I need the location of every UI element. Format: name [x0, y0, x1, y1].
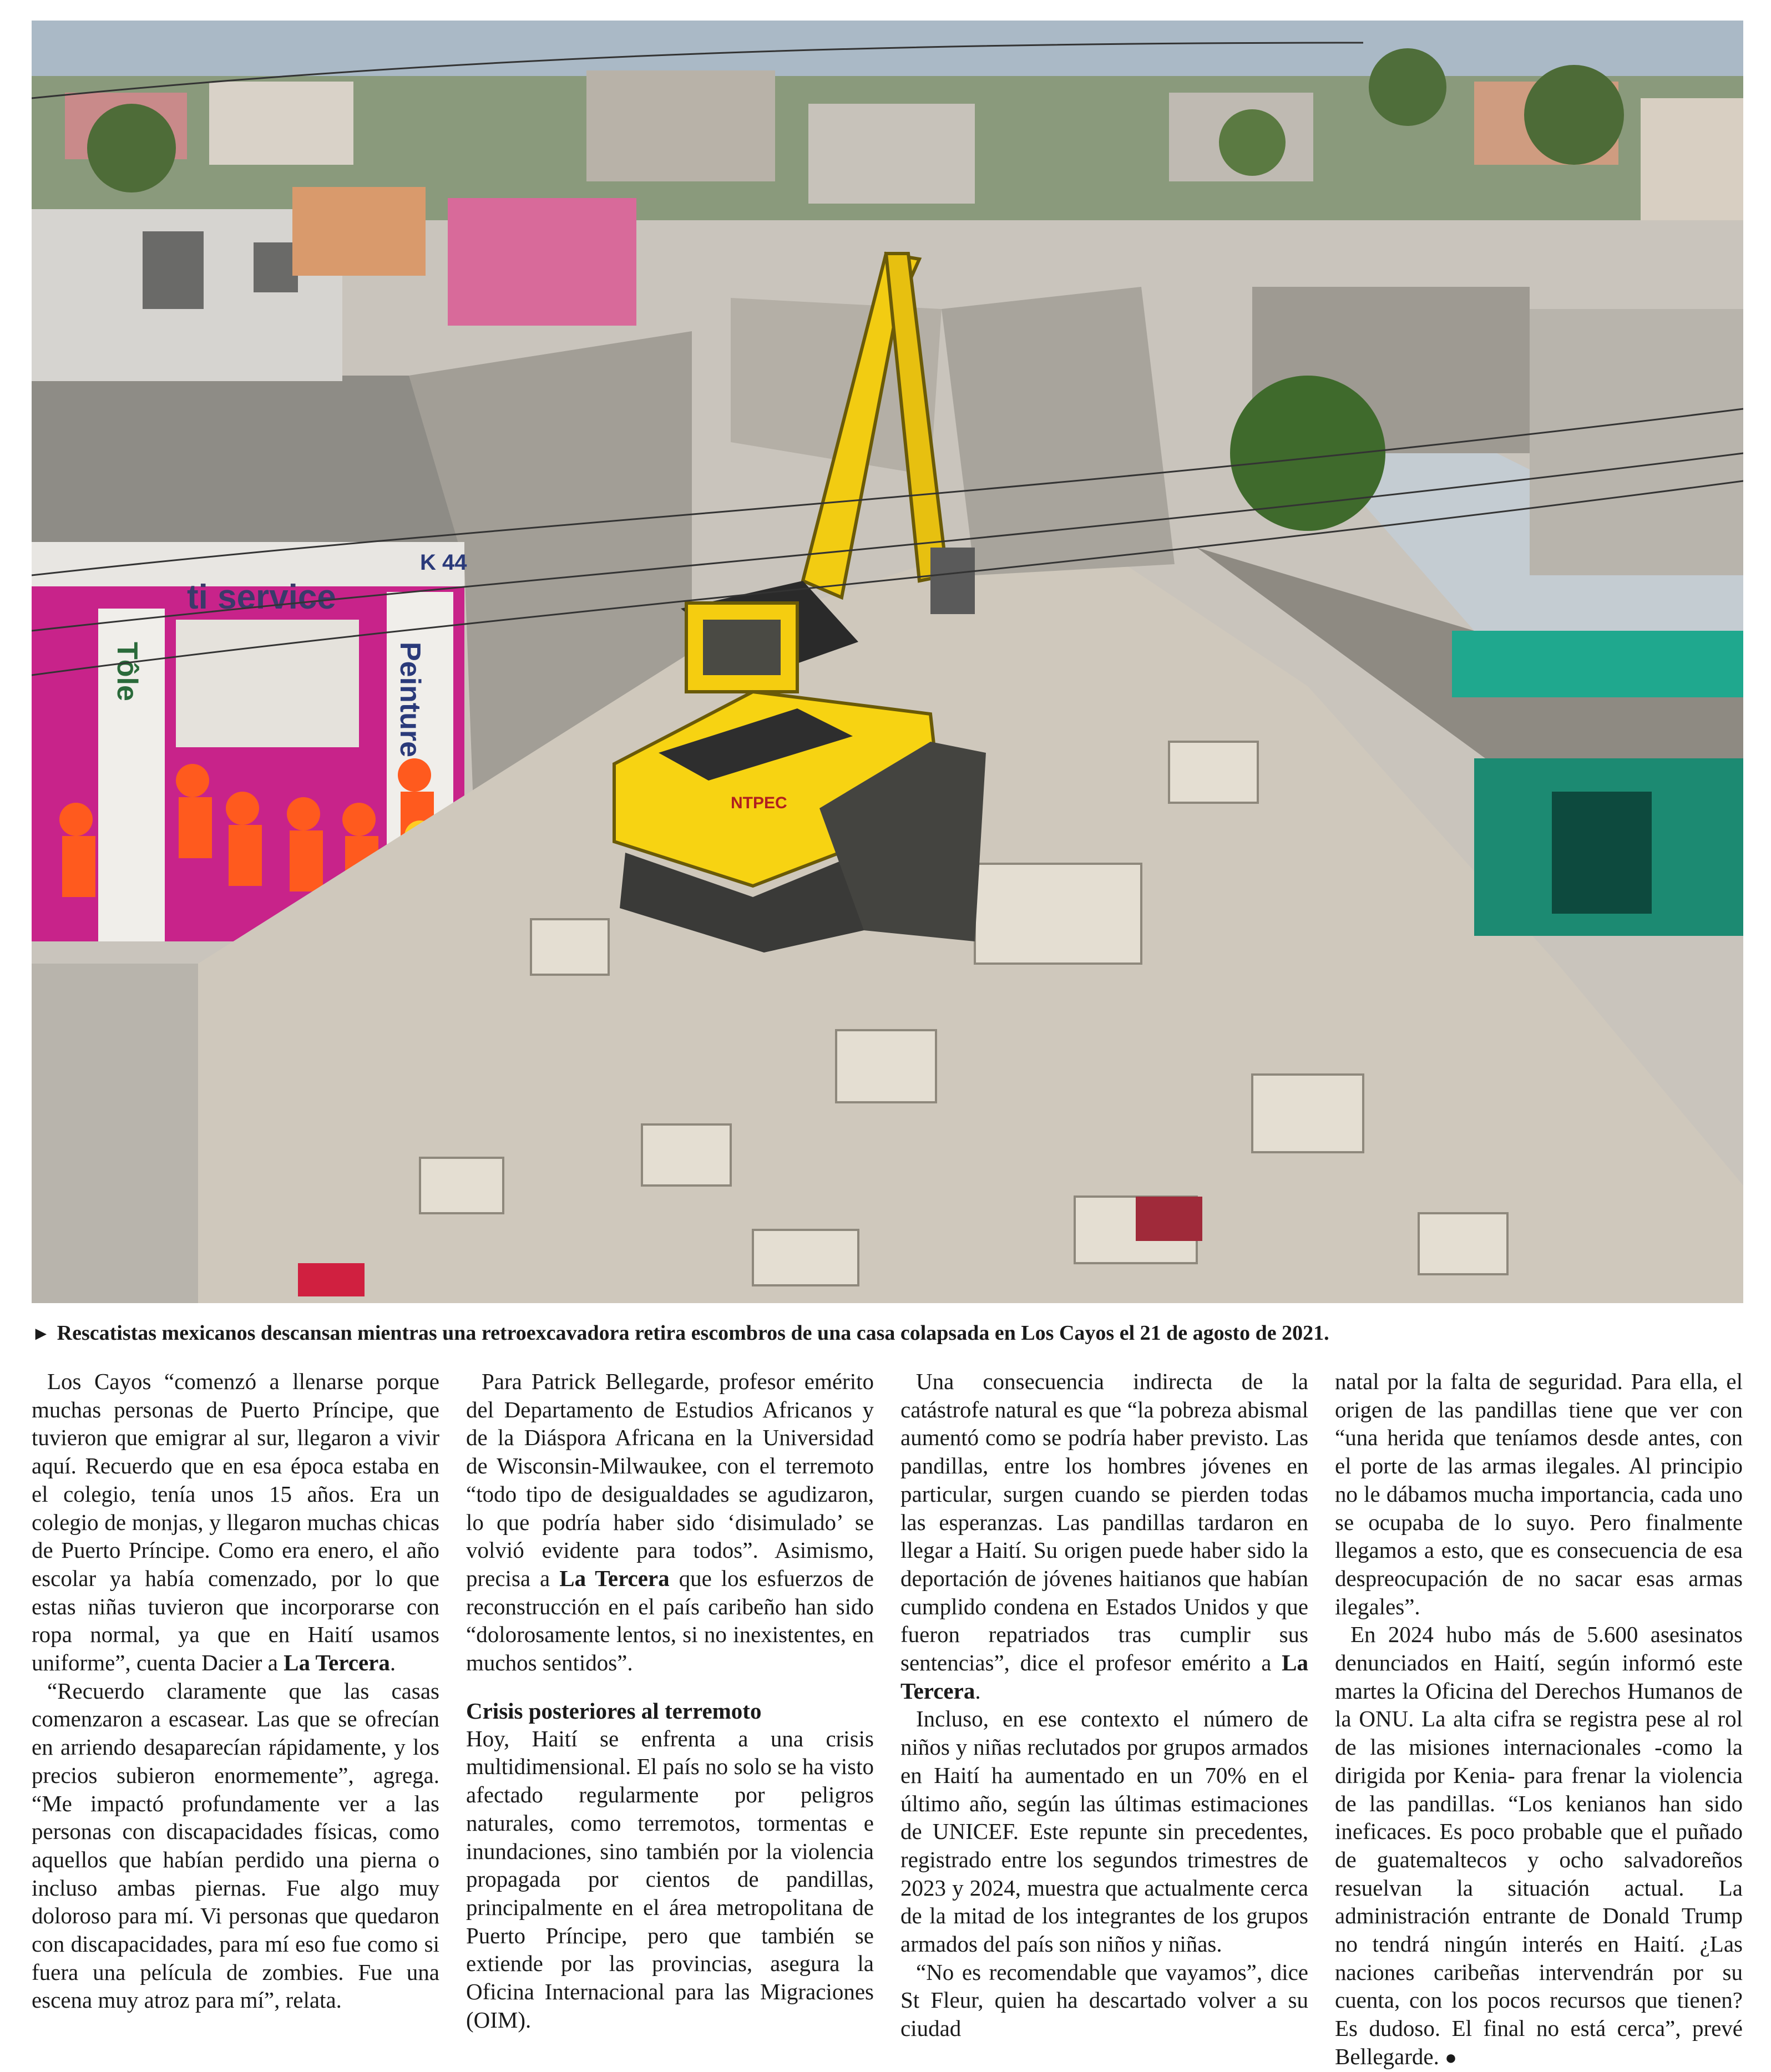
publication-name: La Tercera	[559, 1565, 670, 1591]
paragraph: En 2024 hubo más de 5.600 asesinatos denunciados en Haití, según informó este martes la Oficina del Derechos Humanos de la ONU. La alta cifra se registra pese al rol de las misiones internacionales -como la dirigida por Kenia- para frenar la violencia de las pandillas. “Los kenianos han sido ineficaces. Es poco probable que el puñado de guatemaltecos y ocho salvadoreños resuelvan la situación actual. La administración entrante de Donald Trump no tendrá ningún interés en Haití. ¿Las naciones caribeñas intervendrán por su cuenta, con los pocos recursos que tienen? Es dudoso. El final no está cerca”, prevé Bellegarde. ●	[1335, 1622, 1743, 2069]
paragraph: natal por la falta de seguridad. Para ella, el origen de las pandillas tiene que ver con “una herida que teníamos desde antes, con el porte de las armas ilegales. Al principio no le dábamos mucha importancia, cada uno se ocupaba de lo suyo. Pero finalmente llegamos a esto, que es consecuencia de esa despreocupación de no sacar esas armas ilegales”.	[1335, 1369, 1743, 1619]
paragraph: “Recuerdo claramente que las casas comenzaron a escasear. Las que se ofrecían en arriendo desaparecían rápidamente, y los precios subieron enormemente”, agrega. “Me impactó profundamente ver a las personas con discapacidades físicas, como aquellos que habían perdido una pierna o incluso ambas piernas. Fue algo muy doloroso para mí. Vi personas que quedaron con discapacidades, para mí eso fue como si fuera una película de zombies. Fue una escena muy atroz para mí”, relata.	[32, 1678, 439, 2013]
paragraph: “No es recomendable que vayamos”, dice St Fleur, quien ha descartado volver a su ciudad	[900, 1959, 1308, 2041]
end-of-article-icon: ●	[1445, 2046, 1457, 2069]
paragraph: Los Cayos “comenzó a llenarse porque muchas personas de Puerto Príncipe, que tuvieron que emigrar al sur, llegaron a vivir aquí. Recuerdo que en esa época estaba en el colegio, tenía unos 15 años. Era un colegio de monjas, y llegaron muchas chicas de Puerto Príncipe. Como era enero, el año escolar ya había comenzado, por lo que estas niñas tuvieron que incorporarse con ropa normal, ya que en Haití usamos uniforme”, cuenta Dacier a La Tercera.	[32, 1369, 439, 1676]
storefront-sign-tole: Tôle	[111, 642, 143, 701]
news-photo	[32, 21, 1743, 1303]
paragraph: Hoy, Haití se enfrenta a una crisis multidimensional. El país no solo se ha visto afectado regularmente por peligros naturales, como terremotos, tormentas e inundaciones, sino también por la violencia propagada por cientos de pandillas, principalmente en el área metropolitana de Puerto Príncipe, pero que también se extiende por las provincias, asegura la Oficina Internacional para las Migraciones (OIM).	[466, 1725, 874, 2033]
section-heading: Crisis posteriores al terremoto	[466, 1698, 762, 1724]
caption-text: Rescatistas mexicanos descansan mientras una retroexcavadora retira escombros de una casa colapsada en Los Cayos el 21 de agosto de 2021.	[57, 1321, 1329, 1345]
photo-caption	[32, 1319, 1743, 1348]
storefront-sign-service: ti service	[187, 578, 336, 616]
storefront-sign-k44: K 44	[420, 550, 467, 575]
article-column-1	[32, 1367, 439, 2014]
storefront-sign-peinture: Peinture	[394, 642, 426, 758]
article-column-4	[1335, 1367, 1743, 2072]
article-column-2	[466, 1367, 874, 2034]
paragraph: Una consecuencia indirecta de la catástrofe natural es que “la pobreza abismal aumentó como se podría haber previsto. Las pandillas, entre los hombres jóvenes en particular, surgen cuando se pierden todas las esperanzas. Las pandillas tardaron en llegar a Haití. Su origen puede haber sido la deportación de jóvenes haitianos que habían cumplido condena en Estados Unidos y que fueron repatriados tras cumplir sus sentencias”, dice el profesor emérito a La Tercera.	[900, 1369, 1308, 1704]
publication-name: La Tercera	[284, 1650, 390, 1676]
paragraph: Para Patrick Bellegarde, profesor emérito del Departamento de Estudios Africanos y de la Diáspora Africana en la Universidad de Wisconsin-Milwaukee, con el terremoto “todo tipo de desigualdades se agudizaron, lo que podría haber sido ‘disimulado’ se volvió evidente para todos”. Asimismo, precisa a La Tercera que los esfuerzos de reconstrucción en el país caribeño han sido “dolorosamente lentos, si no inexistentes, en muchos sentidos”.	[466, 1369, 874, 1676]
paragraph: Incluso, en ese contexto el número de niños y niñas reclutados por grupos armados en Haití ha aumentado en un 70% en el último año, según las últimas estimaciones de UNICEF. Este repunte sin precedentes, registrado entre los segundos trimestres de 2023 y 2024, muestra que actualmente cerca de la mitad de los integrantes de los grupos armados del país son niños y niñas.	[900, 1706, 1308, 1957]
excavator-brand-label: NTPEC	[731, 794, 787, 812]
caption-arrow-icon: ►	[32, 1324, 50, 1344]
earthquake-rubble-scene	[32, 21, 1743, 1303]
publication-name: La Tercera	[900, 1650, 1308, 1704]
article-column-3	[900, 1367, 1308, 2043]
